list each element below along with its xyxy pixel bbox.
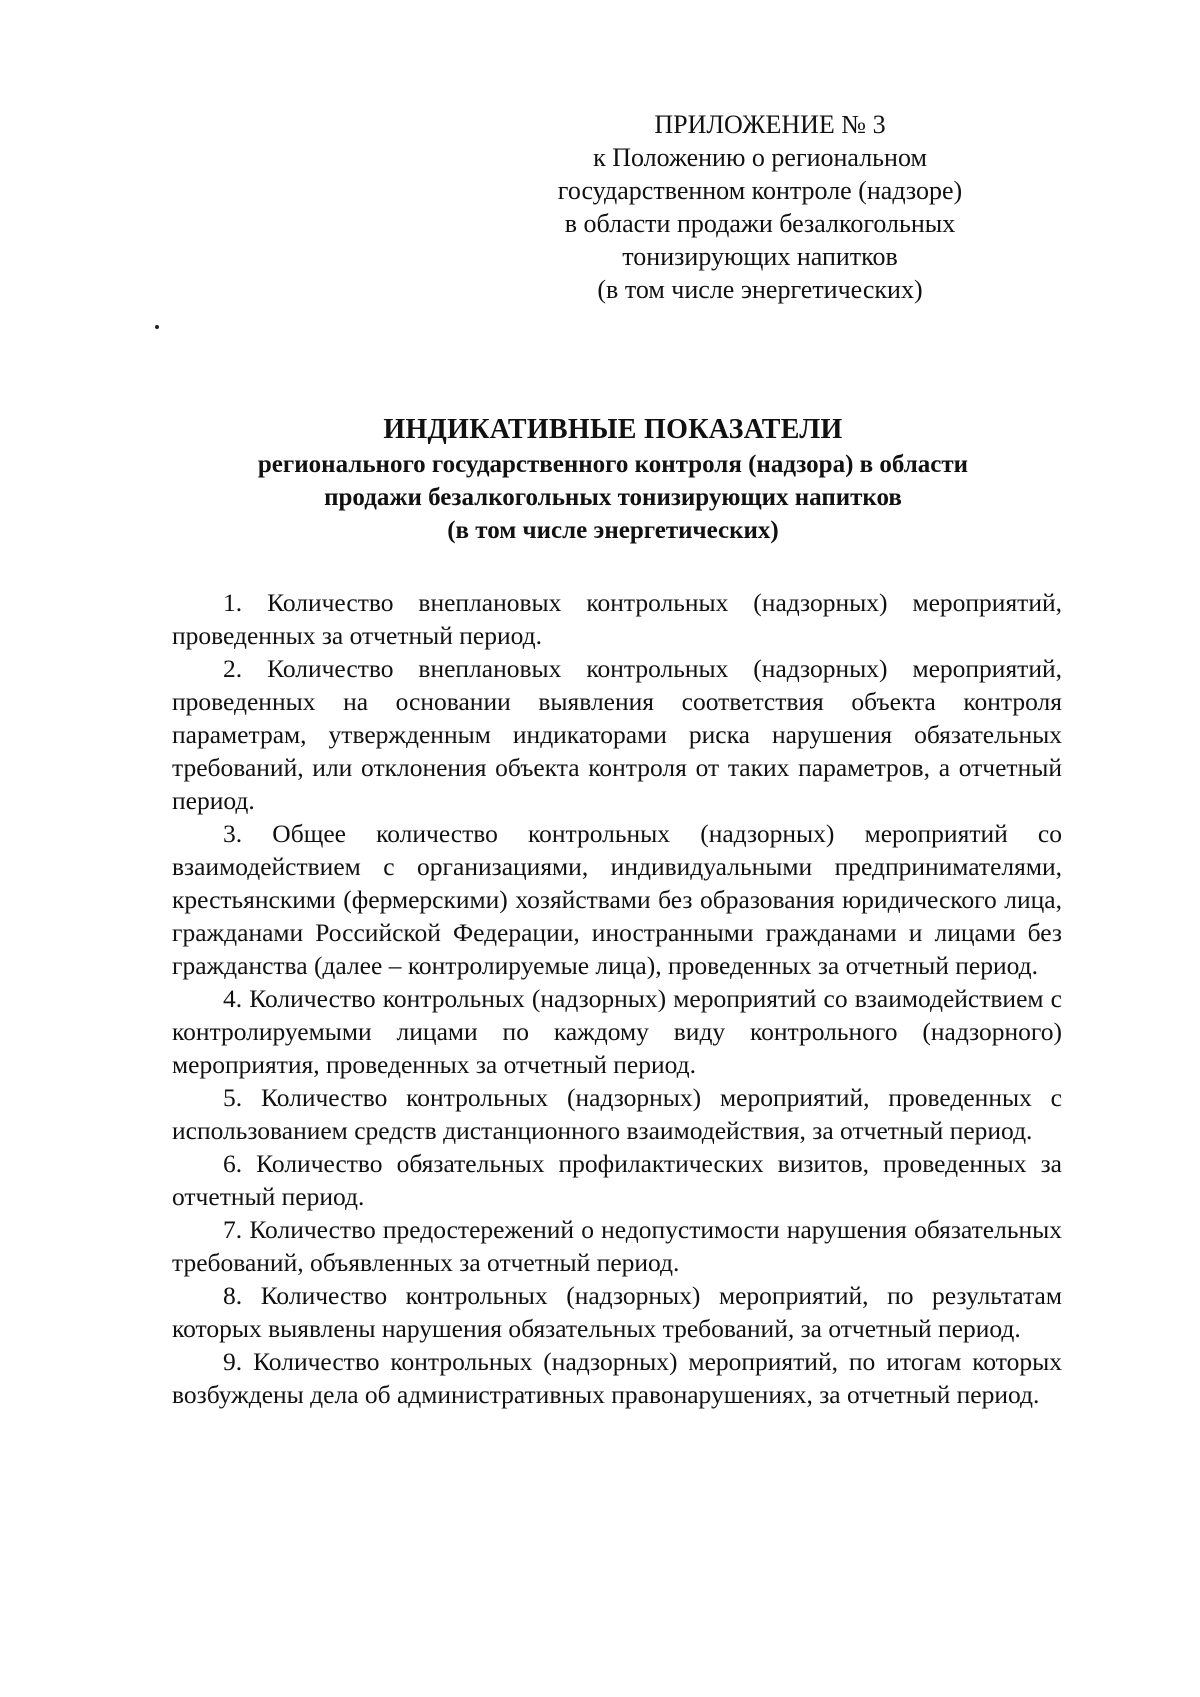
appendix-number: ПРИЛОЖЕНИЕ № 3 (654, 110, 886, 139)
indicator-item-4: 4. Количество контрольных (надзорных) мероприятий со взаимодействием с контролируемыми лицами по каждому виду контрольного (надзорного) мероприятия, проведенных за отчетный период. (172, 984, 1062, 1079)
title-subline: (в том числе энергетических) (447, 517, 779, 544)
title-subline: продажи безалкогольных тонизирующих напитков (324, 484, 902, 511)
appendix-line: в области продажи безалкогольных (564, 209, 956, 238)
indicator-item-6: 6. Количество обязательных профилактических визитов, проведенных за отчетный период. (172, 1149, 1062, 1211)
appendix-line: (в том числе энергетических) (597, 275, 923, 304)
indicator-item-3: 3. Общее количество контрольных (надзорных) мероприятий со взаимодействием с организациями, индивидуальными предпринимателями, крестьянскими (фермерскими) хозяйствами без образования юридического лица, гражданами Российской Федерации, иностранными гражданами и лицами без гражданства (далее – контролируемые лица), проведенных за отчетный период. (172, 819, 1062, 980)
appendix-line: тонизирующих напитков (622, 242, 898, 271)
appendix-line: государственном контроле (надзоре) (557, 176, 963, 205)
scan-speck (155, 325, 159, 329)
indicator-item-1: 1. Количество внеплановых контрольных (надзорных) мероприятий, проведенных за отчетный период. (172, 588, 1062, 650)
appendix-line: к Положению о региональном (593, 143, 927, 172)
indicator-item-7: 7. Количество предостережений о недопустимости нарушения обязательных требований, объявленных за отчетный период. (172, 1215, 1062, 1277)
indicator-item-8: 8. Количество контрольных (надзорных) мероприятий, по результатам которых выявлены нарушения обязательных требований, за отчетный период. (172, 1281, 1062, 1343)
indicator-item-2: 2. Количество внеплановых контрольных (надзорных) мероприятий, проведенных на основании выявления соответствия объекта контроля параметрам, утвержденным индикаторами риска нарушения обязательных требований, или отклонения объекта контроля от таких параметров, а отчетный период. (172, 654, 1062, 815)
document-title (150, 412, 1076, 547)
title-subline: регионального государственного контроля (надзора) в области (257, 451, 969, 478)
indicator-item-5: 5. Количество контрольных (надзорных) мероприятий, проведенных с использованием средств дистанционного взаимодействия, за отчетный период. (172, 1083, 1062, 1145)
appendix-header (540, 108, 980, 306)
indicator-item-9: 9. Количество контрольных (надзорных) мероприятий, по итогам которых возбуждены дела об административных правонарушениях, за отчетный период. (172, 1347, 1062, 1409)
indicator-list (172, 586, 1062, 1411)
title-main: ИНДИКАТИВНЫЕ ПОКАЗАТЕЛИ (383, 414, 843, 445)
